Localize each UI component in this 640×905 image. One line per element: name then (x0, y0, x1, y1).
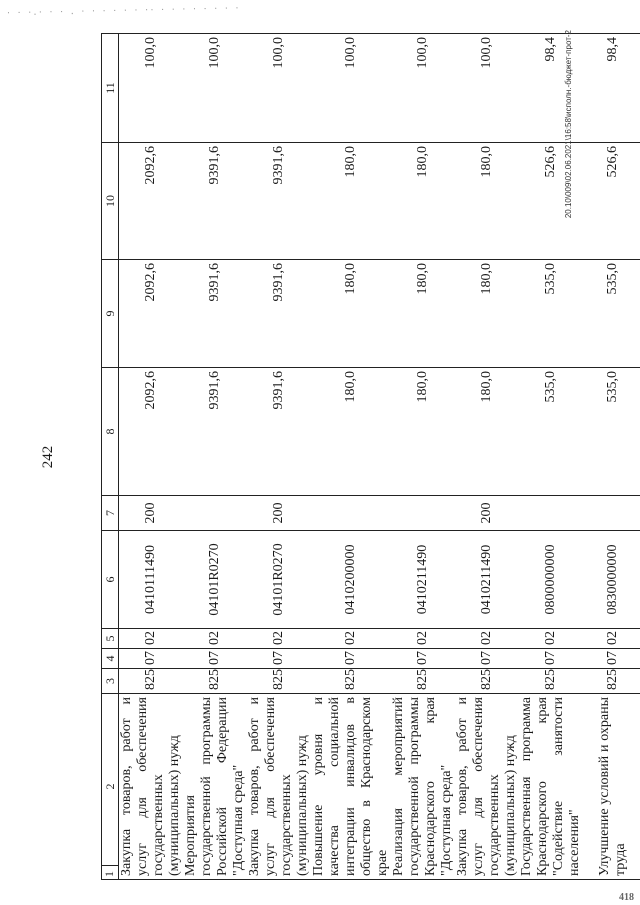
budget-table (101, 33, 640, 880)
header-cell-7: 7 (102, 496, 119, 531)
cell-c4: 07 (519, 649, 583, 669)
cell-c8: 9391,6 (183, 368, 247, 496)
header-cell-5: 5 (102, 629, 119, 649)
page-number: 242 (40, 445, 56, 469)
table-row (119, 34, 184, 880)
scan-noise-top: · · ·.· · · . · · · · · · ·· · · · · · · · · (5, 3, 240, 18)
cell-c3: 825 (519, 669, 583, 694)
cell-c6: 0410200000 (311, 531, 391, 629)
cell-c3: 825 (311, 669, 391, 694)
row-name-cell: Государственная программа Краснодарского края "Содействие занятости населения" (519, 694, 583, 880)
cell-c4: 07 (183, 649, 247, 669)
cell-c11: 100,0 (311, 34, 391, 143)
cell-c11: 100,0 (391, 34, 455, 143)
header-cell-2: 2 (102, 694, 119, 880)
cell-c5: 02 (519, 629, 583, 649)
table-row (583, 34, 640, 880)
cell-c9: 180,0 (311, 260, 391, 368)
cell-c5: 02 (455, 629, 519, 649)
cell-c11: 100,0 (247, 34, 311, 143)
cell-c4: 07 (391, 649, 455, 669)
cell-c10: 9391,6 (247, 143, 311, 260)
cell-c9: 535,0 (519, 260, 583, 368)
table-row (455, 34, 519, 880)
cell-c3: 825 (391, 669, 455, 694)
cell-c6: 04101R0270 (247, 531, 311, 629)
cell-c9: 2092,6 (119, 260, 184, 368)
footer-stamp: 20.10\009\02.06.2021\16:58\исполн.-бюджет-прот-2 (564, 30, 573, 219)
column-1-divider (101, 865, 119, 866)
cell-c6: 04101R0270 (183, 531, 247, 629)
cell-c6: 0410211490 (391, 531, 455, 629)
cell-c7 (183, 496, 247, 531)
table-row (519, 34, 583, 880)
cell-c7 (519, 496, 583, 531)
header-cell-9: 9 (102, 260, 119, 368)
cell-c10: 180,0 (391, 143, 455, 260)
cell-c7 (311, 496, 391, 531)
cell-c6: 0410111490 (119, 531, 184, 629)
cell-c7: 200 (455, 496, 519, 531)
row-name-cell: Реализация мероприятий государственной программы Краснодарского края "Доступная среда" (391, 694, 455, 880)
cell-c6: 0800000000 (519, 531, 583, 629)
cell-c5: 02 (311, 629, 391, 649)
header-cell-4: 4 (102, 649, 119, 669)
cell-c10: 9391,6 (183, 143, 247, 260)
cell-c9: 535,0 (583, 260, 640, 368)
cell-c10: 526,6 (519, 143, 583, 260)
cell-c3: 825 (583, 669, 640, 694)
cell-c4: 07 (455, 649, 519, 669)
cell-c7: 200 (247, 496, 311, 531)
cell-c9: 9391,6 (247, 260, 311, 368)
cell-c11: 100,0 (183, 34, 247, 143)
cell-c11: 100,0 (455, 34, 519, 143)
cell-c10: 180,0 (311, 143, 391, 260)
cell-c9: 9391,6 (183, 260, 247, 368)
cell-c10: 2092,6 (119, 143, 184, 260)
cell-c5: 02 (119, 629, 184, 649)
page-corner-number: 418 (619, 892, 634, 903)
table-row (183, 34, 247, 880)
cell-c9: 180,0 (391, 260, 455, 368)
row-name-cell: Мероприятия государственной программы Российской Федерации "Доступная среда" (183, 694, 247, 880)
cell-c4: 07 (119, 649, 184, 669)
cell-c5: 02 (247, 629, 311, 649)
table-row (247, 34, 311, 880)
cell-c11: 100,0 (119, 34, 184, 143)
rotated-page (40, 30, 628, 880)
cell-c8: 180,0 (455, 368, 519, 496)
header-cell-3: 3 (102, 669, 119, 694)
cell-c8: 2092,6 (119, 368, 184, 496)
cell-c11: 98,4 (519, 34, 583, 143)
row-name-cell: Закупка товаров, работ и услуг для обеспечения государственных (муниципальных) нужд (119, 694, 184, 880)
cell-c7 (391, 496, 455, 531)
cell-c6: 0410211490 (455, 531, 519, 629)
row-name-cell: Повышение уровня и качества социальной интеграции инвалидов в общество в Краснодарском крае (311, 694, 391, 880)
table-row (391, 34, 455, 880)
cell-c11: 98,4 (583, 34, 640, 143)
cell-c7 (583, 496, 640, 531)
cell-c7: 200 (119, 496, 184, 531)
cell-c8: 535,0 (519, 368, 583, 496)
header-cell-1: 1 (102, 871, 116, 877)
header-row (102, 34, 119, 880)
row-name-cell: Улучшение условий и охраны труда (583, 694, 640, 880)
cell-c8: 9391,6 (247, 368, 311, 496)
cell-c9: 180,0 (455, 260, 519, 368)
cell-c3: 825 (183, 669, 247, 694)
cell-c8: 180,0 (391, 368, 455, 496)
cell-c10: 526,6 (583, 143, 640, 260)
cell-c10: 180,0 (455, 143, 519, 260)
cell-c5: 02 (183, 629, 247, 649)
cell-c5: 02 (583, 629, 640, 649)
cell-c4: 07 (247, 649, 311, 669)
header-cell-10: 10 (102, 143, 119, 260)
cell-c4: 07 (583, 649, 640, 669)
cell-c3: 825 (455, 669, 519, 694)
row-name-cell: Закупка товаров, работ и услуг для обеспечения государственных (муниципальных) нужд (247, 694, 311, 880)
cell-c3: 825 (119, 669, 184, 694)
cell-c6: 0830000000 (583, 531, 640, 629)
header-cell-8: 8 (102, 368, 119, 496)
header-cell-11: 11 (102, 34, 119, 143)
cell-c8: 535,0 (583, 368, 640, 496)
header-cell-6: 6 (102, 531, 119, 629)
cell-c8: 180,0 (311, 368, 391, 496)
row-name-cell: Закупка товаров, работ и услуг для обеспечения государственных (муниципальных) нужд (455, 694, 519, 880)
table-row (311, 34, 391, 880)
cell-c3: 825 (247, 669, 311, 694)
cell-c4: 07 (311, 649, 391, 669)
cell-c5: 02 (391, 629, 455, 649)
